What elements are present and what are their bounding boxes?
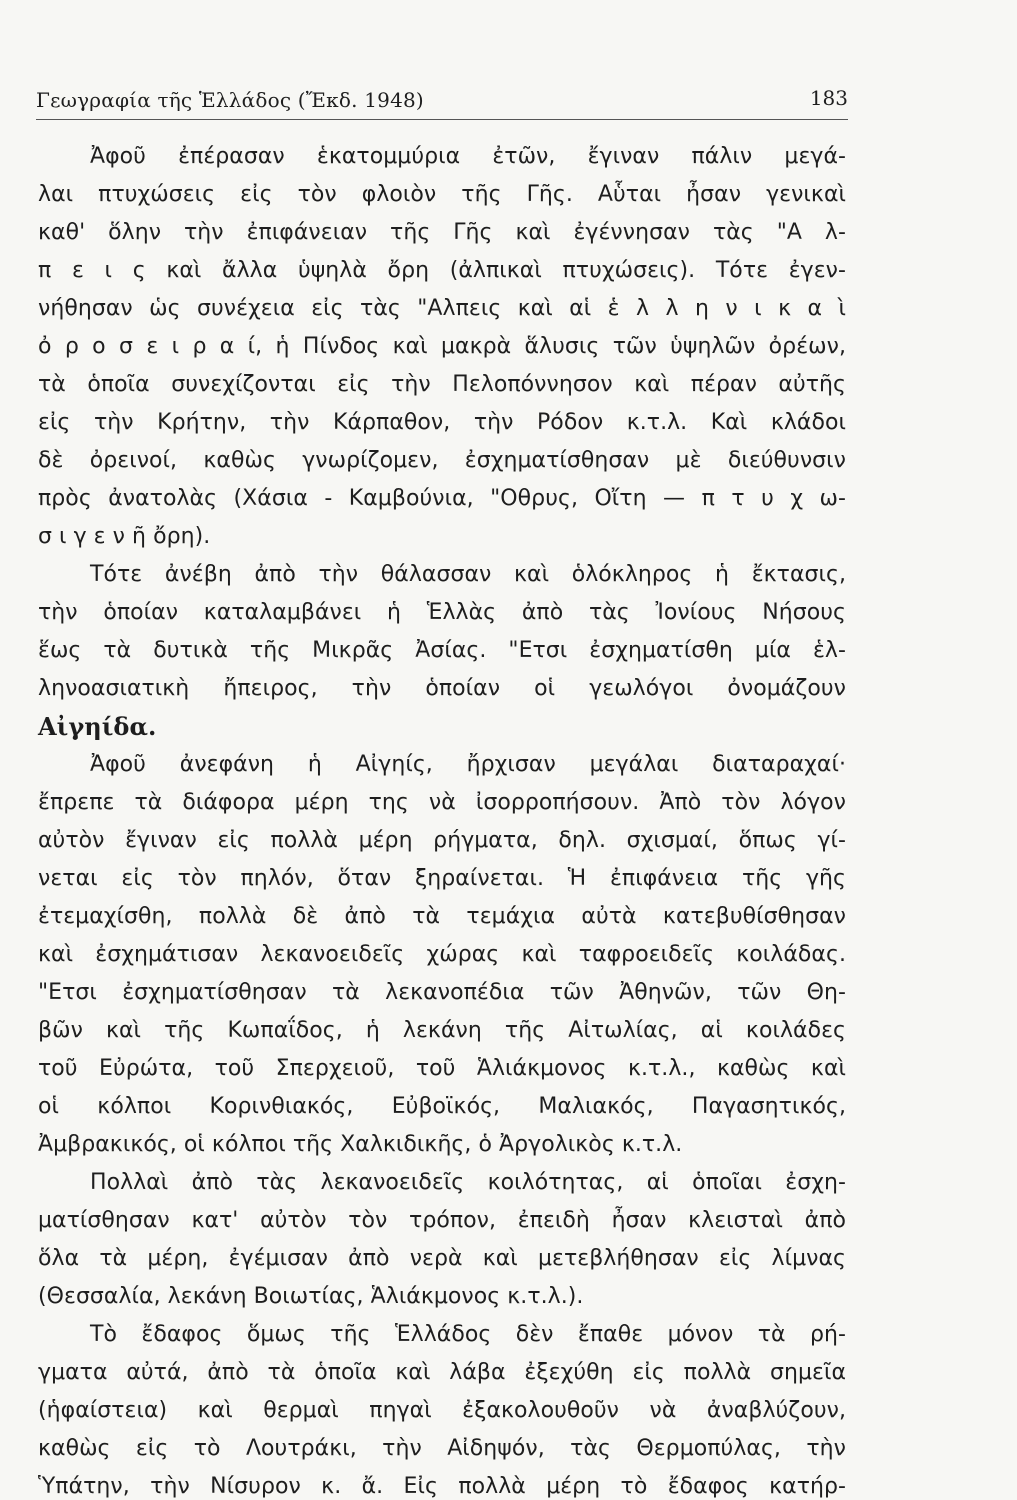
text-line: Τότε ἀνέβη ἀπὸ τὴν θάλασσαν καὶ ὁλόκληρος ἡ ἔκτασις, bbox=[90, 562, 846, 587]
text-line: Αἰγηίδα. bbox=[38, 712, 157, 741]
text-line: βῶν καὶ τῆς Κωπαΐδος, ἡ λεκάνη τῆς Αἰτωλίας, αἱ κοιλάδες bbox=[38, 1018, 846, 1043]
text-line: καὶ ἐσχημάτισαν λεκανοειδεῖς χώρας καὶ ταφροειδεῖς κοιλάδας. bbox=[38, 942, 846, 967]
header-rule bbox=[36, 119, 848, 120]
running-header bbox=[36, 88, 848, 122]
text-line: τὰ ὁποῖα συνεχίζονται εἰς τὴν Πελοπόννησον καὶ πέραν αὐτῆς bbox=[38, 372, 846, 397]
text-line: ἕως τὰ δυτικὰ τῆς Μικρᾶς Ἀσίας. "Ετσι ἐσχηματίσθη μία ἑλ- bbox=[38, 638, 846, 663]
text-line: πρὸς ἀνατολὰς (Χάσια - Καμβούνια, "Οθρυς, Οἴτη — π τ υ χ ω- bbox=[38, 486, 846, 511]
text-line: Ἀφοῦ ἀνεφάνη ἡ Αἰγηίς, ἤρχισαν μεγάλαι διαταραχαί· bbox=[90, 752, 846, 777]
text-line: γματα αὐτά, ἀπὸ τὰ ὁποῖα καὶ λάβα ἐξεχύθη εἰς πολλὰ σημεῖα bbox=[38, 1360, 846, 1385]
header-title: Γεωγραφία τῆς Ἑλλάδος (Ἔκδ. 1948) bbox=[36, 88, 424, 112]
page-number: 183 bbox=[809, 86, 848, 110]
text-line: δὲ ὀρεινοί, καθὼς γνωρίζομεν, ἐσχηματίσθησαν μὲ διεύθυνσιν bbox=[38, 448, 846, 473]
text-line: ὅλα τὰ μέρη, ἐγέμισαν ἀπὸ νερὰ καὶ μετεβλήθησαν εἰς λίμνας bbox=[38, 1246, 846, 1271]
text-line: Ἀμβρακικός, οἱ κόλποι τῆς Χαλκιδικῆς, ὁ Ἀργολικὸς κ.τ.λ. bbox=[38, 1132, 683, 1157]
body-text bbox=[38, 138, 848, 1500]
text-line: (Θεσσαλία, λεκάνη Βοιωτίας, Ἁλιάκμονος κ.τ.λ.). bbox=[38, 1284, 584, 1309]
text-line: ὀ ρ ο σ ε ι ρ α ί, ἡ Πίνδος καὶ μακρὰ ἅλυσις τῶν ὑψηλῶν ὀρέων, bbox=[38, 334, 846, 359]
text-line: λαι πτυχώσεις εἰς τὸν φλοιὸν τῆς Γῆς. Αὗται ἦσαν γενικαὶ bbox=[38, 182, 846, 207]
text-line: εἰς τὴν Κρήτην, τὴν Κάρπαθον, τὴν Ρόδον κ.τ.λ. Καὶ κλάδοι bbox=[38, 410, 846, 435]
text-line: ληνοασιατικὴ ἤπειρος, τὴν ὁποίαν οἱ γεωλόγοι ὀνομάζουν bbox=[38, 676, 846, 701]
text-line: ἐτεμαχίσθη, πολλὰ δὲ ἀπὸ τὰ τεμάχια αὐτὰ κατεβυθίσθησαν bbox=[38, 904, 846, 929]
text-line: οἱ κόλποι Κορινθιακός, Εὐβοϊκός, Μαλιακός, Παγασητικός, bbox=[38, 1094, 846, 1119]
text-line: Τὸ ἔδαφος ὅμως τῆς Ἑλλάδος δὲν ἔπαθε μόνον τὰ ρή- bbox=[90, 1322, 846, 1347]
text-line: καθὼς εἰς τὸ Λουτράκι, τὴν Αἰδηψόν, τὰς Θερμοπύλας, τὴν bbox=[38, 1436, 846, 1461]
text-line: αὐτὸν ἔγιναν εἰς πολλὰ μέρη ρήγματα, δηλ. σχισμαί, ὅπως γί- bbox=[38, 828, 846, 853]
text-line: Ὑπάτην, τὴν Νίσυρον κ. ἄ. Εἰς πολλὰ μέρη τὸ ἔδαφος κατήρ- bbox=[38, 1474, 846, 1499]
text-line: Πολλαὶ ἀπὸ τὰς λεκανοειδεῖς κοιλότητας, αἱ ὁποῖαι ἐσχη- bbox=[90, 1170, 846, 1195]
text-line: τοῦ Εὐρώτα, τοῦ Σπερχειοῦ, τοῦ Ἁλιάκμονος κ.τ.λ., καθὼς καὶ bbox=[38, 1056, 846, 1081]
text-line: ἔπρεπε τὰ διάφορα μέρη της νὰ ἰσορροπήσουν. Ἀπὸ τὸν λόγον bbox=[38, 790, 846, 815]
text-line: καθ' ὅλην τὴν ἐπιφάνειαν τῆς Γῆς καὶ ἐγέννησαν τὰς "Α λ- bbox=[38, 220, 846, 245]
text-line: ματίσθησαν κατ' αὐτὸν τὸν τρόπον, ἐπειδὴ ἦσαν κλεισταὶ ἀπὸ bbox=[38, 1208, 846, 1233]
text-line: σ ι γ ε ν ῆ ὄρη). bbox=[38, 524, 211, 549]
text-line: τὴν ὁποίαν καταλαμβάνει ἡ Ἑλλὰς ἀπὸ τὰς Ἰονίους Νήσους bbox=[38, 600, 846, 625]
text-line: π ε ι ς καὶ ἄλλα ὑψηλὰ ὄρη (ἀλπικαὶ πτυχώσεις). Τότε ἐγεν- bbox=[38, 258, 846, 283]
text-line: νεται εἰς τὸν πηλόν, ὅταν ξηραίνεται. Ἡ ἐπιφάνεια τῆς γῆς bbox=[38, 866, 846, 891]
text-line: "Ετσι ἐσχηματίσθησαν τὰ λεκανοπέδια τῶν Ἀθηνῶν, τῶν Θη- bbox=[38, 980, 846, 1005]
text-line: (ἡφαίστεια) καὶ θερμαὶ πηγαὶ ἐξακολουθοῦν νὰ ἀναβλύζουν, bbox=[38, 1398, 846, 1423]
text-line: νήθησαν ὡς συνέχεια εἰς τὰς "Αλπεις καὶ αἱ ἑ λ λ η ν ι κ α ὶ bbox=[38, 296, 846, 321]
text-line: Ἀφοῦ ἐπέρασαν ἑκατομμύρια ἐτῶν, ἔγιναν πάλιν μεγά- bbox=[90, 144, 846, 169]
